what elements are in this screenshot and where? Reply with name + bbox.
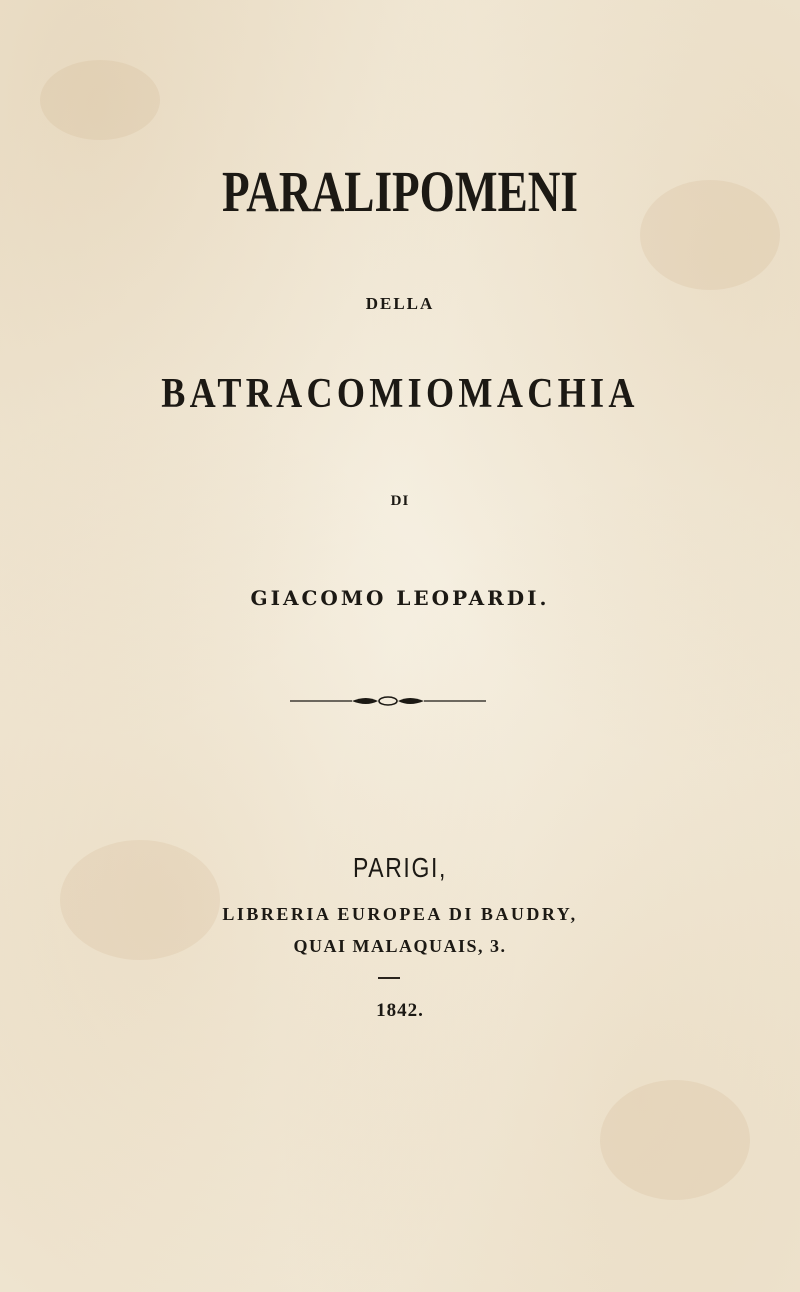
publication-year: 1842.	[376, 1000, 424, 1021]
publisher-name: LIBRERIA EUROPEA DI BAUDRY,	[222, 904, 578, 924]
publisher-address: QUAI MALAQUAIS, 3.	[293, 936, 507, 956]
publication-city: PARIGI,	[353, 852, 447, 883]
paper-stain	[40, 60, 160, 140]
paper-stain	[600, 1080, 750, 1200]
author-preposition: DI	[390, 493, 410, 509]
divider-rule	[378, 977, 400, 979]
title-connector: DELLA	[365, 294, 435, 313]
decorative-rule-ornament-icon	[290, 694, 486, 708]
book-subject: BATRACOMIOMACHIA	[161, 371, 639, 417]
book-title: PARALIPOMENI	[221, 159, 579, 224]
author-name: GIACOMO LEOPARDI.	[250, 586, 550, 610]
